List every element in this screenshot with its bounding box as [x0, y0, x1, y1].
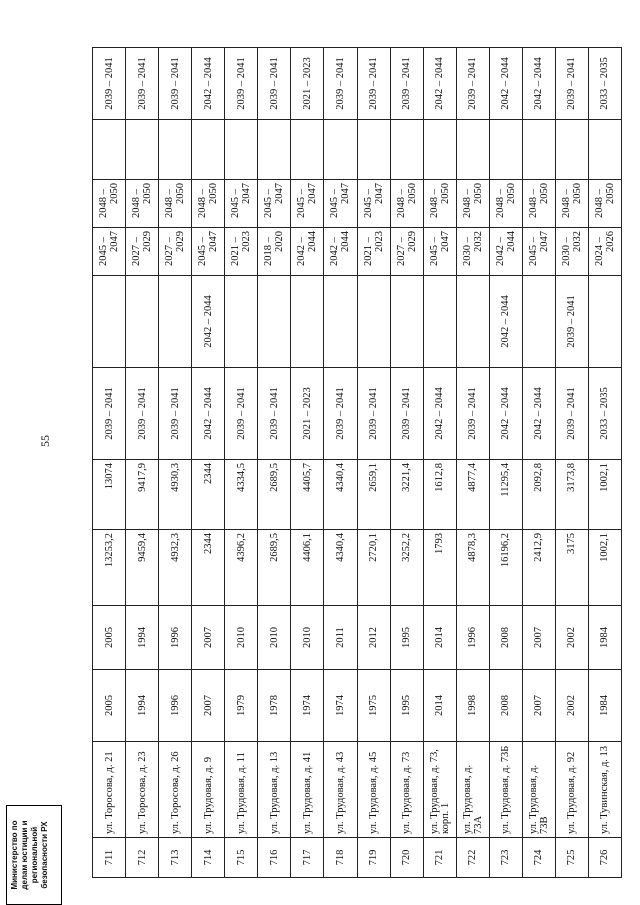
total-area-cell: 2689,5	[258, 530, 291, 606]
row-number-cell: 717	[291, 838, 324, 878]
period-3-cell-start: 2027 –	[395, 237, 407, 266]
period-3-cell	[489, 228, 522, 276]
period-3-cell-end: 2044	[505, 231, 517, 252]
period-3-cell	[126, 228, 159, 276]
period-4-cell-end: 2047	[241, 183, 253, 204]
extra-period-cell	[423, 276, 456, 368]
row-number-cell: 719	[357, 838, 390, 878]
period-3-cell-start: 2042 –	[296, 237, 308, 266]
table-row	[225, 48, 258, 878]
repair-period-cell: 2042 – 2044	[522, 368, 555, 460]
year-commissioned-cell: 2010	[258, 606, 291, 670]
year-built-cell: 1978	[258, 670, 291, 742]
extra-period-cell	[456, 276, 489, 368]
period-4-cell	[357, 180, 390, 228]
period-5-cell: 2033 – 2035	[588, 48, 621, 120]
period-3-cell-end: 2047	[538, 231, 550, 252]
extra-period-cell	[225, 276, 258, 368]
period-3-cell-start: 2042 –	[329, 237, 341, 266]
address-cell: ул. Тувинская, д. 13	[588, 742, 621, 838]
period-4-cell	[555, 180, 588, 228]
table-row	[423, 48, 456, 878]
living-area-cell: 11295,4	[489, 460, 522, 530]
row-number-cell: 718	[324, 838, 357, 878]
row-number-cell: 715	[225, 838, 258, 878]
period-3-cell-start: 2045 –	[428, 237, 440, 266]
period-5-cell: 2039 – 2041	[390, 48, 423, 120]
period-3-cell-start: 2045 –	[527, 237, 539, 266]
rotated-table-wrapper	[92, 48, 622, 878]
total-area-cell: 2344	[192, 530, 225, 606]
address-cell: ул. Трудовая, д. 13	[258, 742, 291, 838]
total-area-cell: 1793	[423, 530, 456, 606]
period-4-cell-end: 2050	[406, 183, 418, 204]
period-4-cell	[291, 180, 324, 228]
period-3-cell	[258, 228, 291, 276]
period-3-cell-end: 2029	[175, 231, 187, 252]
repair-period-cell: 2042 – 2044	[423, 368, 456, 460]
period-3-cell	[390, 228, 423, 276]
period-4-cell-start: 2048 –	[593, 189, 605, 218]
row-number-cell: 712	[126, 838, 159, 878]
extra-period-cell	[93, 276, 126, 368]
repair-period-cell: 2039 – 2041	[357, 368, 390, 460]
year-built-cell: 1995	[390, 670, 423, 742]
period-3-cell	[522, 228, 555, 276]
period-3-cell-start: 2021 –	[362, 237, 374, 266]
period-4-cell-end: 2050	[538, 183, 550, 204]
period-5-cell: 2039 – 2041	[93, 48, 126, 120]
living-area-cell: 2659,1	[357, 460, 390, 530]
period-4-cell-end: 2050	[175, 183, 187, 204]
period-4-cell-end: 2050	[439, 183, 451, 204]
repair-period-cell: 2039 – 2041	[456, 368, 489, 460]
row-number-cell: 725	[555, 838, 588, 878]
empty-cell	[522, 120, 555, 180]
year-commissioned-cell: 1995	[390, 606, 423, 670]
period-4-cell-end: 2050	[142, 183, 154, 204]
period-4-cell-end: 2047	[373, 183, 385, 204]
address-cell: ул. Трудовая, д. 73В	[522, 742, 555, 838]
year-commissioned-cell: 2005	[93, 606, 126, 670]
extra-period-cell: 2042 – 2044	[192, 276, 225, 368]
period-3-cell	[324, 228, 357, 276]
period-4-cell-start: 2048 –	[131, 189, 143, 218]
period-3-cell-end: 2047	[109, 231, 121, 252]
address-cell: ул. Трудовая, д. 73	[390, 742, 423, 838]
address-cell: ул. Трудовая, д. 41	[291, 742, 324, 838]
year-commissioned-cell: 2008	[489, 606, 522, 670]
extra-period-cell	[258, 276, 291, 368]
empty-cell	[126, 120, 159, 180]
period-4-cell	[225, 180, 258, 228]
year-commissioned-cell: 2014	[423, 606, 456, 670]
period-3-cell-end: 2032	[472, 231, 484, 252]
year-built-cell: 2002	[555, 670, 588, 742]
year-built-cell: 2007	[522, 670, 555, 742]
period-5-cell: 2039 – 2041	[258, 48, 291, 120]
extra-period-cell	[588, 276, 621, 368]
address-cell: ул. Трудовая, д. 11	[225, 742, 258, 838]
period-3-cell	[159, 228, 192, 276]
period-4-cell	[489, 180, 522, 228]
period-4-cell-end: 2050	[571, 183, 583, 204]
repair-period-cell: 2039 – 2041	[390, 368, 423, 460]
table-row	[291, 48, 324, 878]
living-area-cell: 4405,7	[291, 460, 324, 530]
period-3-cell-start: 2021 –	[230, 237, 242, 266]
empty-cell	[423, 120, 456, 180]
period-3-cell-end: 2032	[571, 231, 583, 252]
period-4-cell	[126, 180, 159, 228]
address-cell: ул. Трудовая, д. 45	[357, 742, 390, 838]
period-3-cell-start: 2024 –	[593, 237, 605, 266]
extra-period-cell	[522, 276, 555, 368]
period-5-cell: 2039 – 2041	[555, 48, 588, 120]
period-4-cell-start: 2048 –	[461, 189, 473, 218]
table-row	[489, 48, 522, 878]
table-row	[555, 48, 588, 878]
page-number: 55	[38, 435, 52, 447]
year-commissioned-cell: 2010	[225, 606, 258, 670]
address-cell: ул. Трудовая, д. 73, корп. 1	[423, 742, 456, 838]
repair-period-cell: 2033 – 2035	[588, 368, 621, 460]
period-5-cell: 2039 – 2041	[456, 48, 489, 120]
period-4-cell-start: 2048 –	[494, 189, 506, 218]
period-4-cell-start: 2045 –	[296, 189, 308, 218]
period-5-cell: 2042 – 2044	[192, 48, 225, 120]
table-row	[522, 48, 555, 878]
empty-cell	[456, 120, 489, 180]
row-number-cell: 724	[522, 838, 555, 878]
year-commissioned-cell: 2010	[291, 606, 324, 670]
period-3-cell-end: 2023	[241, 231, 253, 252]
repair-period-cell: 2039 – 2041	[555, 368, 588, 460]
year-built-cell: 1975	[357, 670, 390, 742]
row-number-cell: 720	[390, 838, 423, 878]
period-3-cell-start: 2030 –	[461, 237, 473, 266]
year-commissioned-cell: 2011	[324, 606, 357, 670]
period-5-cell: 2039 – 2041	[225, 48, 258, 120]
period-3-cell-end: 2023	[373, 231, 385, 252]
year-built-cell: 2005	[93, 670, 126, 742]
address-cell: ул. Трудовая, д. 73Б	[489, 742, 522, 838]
address-cell: ул. Торосова, д. 21	[93, 742, 126, 838]
empty-cell	[390, 120, 423, 180]
repair-period-cell: 2039 – 2041	[126, 368, 159, 460]
extra-period-cell	[291, 276, 324, 368]
living-area-cell: 4340,4	[324, 460, 357, 530]
empty-cell	[357, 120, 390, 180]
period-3-cell	[555, 228, 588, 276]
address-cell: ул. Трудовая, д. 43	[324, 742, 357, 838]
total-area-cell: 1002,1	[588, 530, 621, 606]
year-commissioned-cell: 1994	[126, 606, 159, 670]
period-4-cell-end: 2050	[109, 183, 121, 204]
living-area-cell: 1002,1	[588, 460, 621, 530]
year-commissioned-cell: 2007	[522, 606, 555, 670]
period-4-cell-end: 2050	[208, 183, 220, 204]
year-built-cell: 1996	[159, 670, 192, 742]
year-commissioned-cell: 2007	[192, 606, 225, 670]
period-3-cell	[291, 228, 324, 276]
period-3-cell-end: 2029	[406, 231, 418, 252]
empty-cell	[324, 120, 357, 180]
repair-period-cell: 2042 – 2044	[192, 368, 225, 460]
empty-cell	[489, 120, 522, 180]
living-area-cell: 4930,3	[159, 460, 192, 530]
period-3-cell	[588, 228, 621, 276]
extra-period-cell: 2039 – 2041	[555, 276, 588, 368]
living-area-cell: 4334,5	[225, 460, 258, 530]
period-4-cell-start: 2048 –	[197, 189, 209, 218]
empty-cell	[225, 120, 258, 180]
period-4-cell-start: 2048 –	[395, 189, 407, 218]
table-row	[324, 48, 357, 878]
empty-cell	[159, 120, 192, 180]
empty-cell	[258, 120, 291, 180]
living-area-cell: 2344	[192, 460, 225, 530]
table-row	[159, 48, 192, 878]
total-area-cell: 4932,3	[159, 530, 192, 606]
empty-cell	[93, 120, 126, 180]
living-area-cell: 9417,9	[126, 460, 159, 530]
period-4-cell-end: 2047	[307, 183, 319, 204]
period-4-cell	[93, 180, 126, 228]
extra-period-cell	[390, 276, 423, 368]
repair-period-cell: 2039 – 2041	[258, 368, 291, 460]
year-built-cell: 2014	[423, 670, 456, 742]
total-area-cell: 9459,4	[126, 530, 159, 606]
total-area-cell: 4340,4	[324, 530, 357, 606]
repair-period-cell: 2021 – 2023	[291, 368, 324, 460]
living-area-cell: 2092,8	[522, 460, 555, 530]
period-3-cell	[357, 228, 390, 276]
year-commissioned-cell: 1996	[456, 606, 489, 670]
total-area-cell: 13253,2	[93, 530, 126, 606]
period-3-cell-end: 2020	[274, 231, 286, 252]
table-row	[357, 48, 390, 878]
period-4-cell	[522, 180, 555, 228]
repair-period-cell: 2042 – 2044	[489, 368, 522, 460]
empty-cell	[555, 120, 588, 180]
period-4-cell-start: 2045 –	[230, 189, 242, 218]
period-4-cell-start: 2048 –	[164, 189, 176, 218]
address-cell: ул. Трудовая, д. 9	[192, 742, 225, 838]
period-4-cell	[588, 180, 621, 228]
extra-period-cell	[159, 276, 192, 368]
period-4-cell	[159, 180, 192, 228]
period-5-cell: 2042 – 2044	[423, 48, 456, 120]
living-area-cell: 13074	[93, 460, 126, 530]
year-commissioned-cell: 2012	[357, 606, 390, 670]
period-4-cell-end: 2050	[505, 183, 517, 204]
period-3-cell	[225, 228, 258, 276]
period-5-cell: 2039 – 2041	[126, 48, 159, 120]
period-4-cell-end: 2050	[472, 183, 484, 204]
year-commissioned-cell: 2002	[555, 606, 588, 670]
row-number-cell: 714	[192, 838, 225, 878]
period-3-cell-start: 2045 –	[197, 237, 209, 266]
period-3-cell	[423, 228, 456, 276]
row-number-cell: 713	[159, 838, 192, 878]
period-3-cell-end: 2029	[142, 231, 154, 252]
period-5-cell: 2042 – 2044	[522, 48, 555, 120]
period-4-cell-start: 2048 –	[560, 189, 572, 218]
period-4-cell-start: 2045 –	[362, 189, 374, 218]
year-built-cell: 2008	[489, 670, 522, 742]
year-built-cell: 1998	[456, 670, 489, 742]
empty-cell	[192, 120, 225, 180]
address-cell: ул. Трудовая, д. 92	[555, 742, 588, 838]
table-row	[192, 48, 225, 878]
period-4-cell-end: 2047	[274, 183, 286, 204]
row-number-cell: 723	[489, 838, 522, 878]
table-row	[126, 48, 159, 878]
address-cell: ул. Торосова, д. 23	[126, 742, 159, 838]
year-built-cell: 1974	[324, 670, 357, 742]
period-4-cell-start: 2045 –	[329, 189, 341, 218]
period-4-cell-start: 2048 –	[527, 189, 539, 218]
repair-period-cell: 2039 – 2041	[225, 368, 258, 460]
total-area-cell: 2720,1	[357, 530, 390, 606]
period-4-cell	[423, 180, 456, 228]
repair-period-cell: 2039 – 2041	[159, 368, 192, 460]
table-row	[588, 48, 621, 878]
period-3-cell-start: 2027 –	[131, 237, 143, 266]
period-3-cell-end: 2047	[439, 231, 451, 252]
period-5-cell: 2042 – 2044	[489, 48, 522, 120]
row-number-cell: 721	[423, 838, 456, 878]
period-3-cell-start: 2027 –	[164, 237, 176, 266]
row-number-cell: 722	[456, 838, 489, 878]
period-3-cell-end: 2044	[340, 231, 352, 252]
total-area-cell: 4396,2	[225, 530, 258, 606]
living-area-cell: 4877,4	[456, 460, 489, 530]
total-area-cell: 3175	[555, 530, 588, 606]
extra-period-cell	[357, 276, 390, 368]
year-commissioned-cell: 1996	[159, 606, 192, 670]
living-area-cell: 2689,5	[258, 460, 291, 530]
period-3-cell-start: 2045 –	[98, 237, 110, 266]
table-row	[258, 48, 291, 878]
table-row	[93, 48, 126, 878]
period-3-cell	[93, 228, 126, 276]
empty-cell	[588, 120, 621, 180]
period-5-cell: 2039 – 2041	[357, 48, 390, 120]
period-5-cell: 2039 – 2041	[324, 48, 357, 120]
living-area-cell: 3173,8	[555, 460, 588, 530]
total-area-cell: 3252,2	[390, 530, 423, 606]
period-4-cell	[324, 180, 357, 228]
period-4-cell	[456, 180, 489, 228]
repair-period-cell: 2039 – 2041	[324, 368, 357, 460]
row-number-cell: 726	[588, 838, 621, 878]
row-number-cell: 716	[258, 838, 291, 878]
year-built-cell: 2007	[192, 670, 225, 742]
period-3-cell-end: 2047	[208, 231, 220, 252]
extra-period-cell: 2042 – 2044	[489, 276, 522, 368]
period-3-cell	[456, 228, 489, 276]
data-table	[92, 47, 622, 878]
repair-period-cell: 2039 – 2041	[93, 368, 126, 460]
table-row	[456, 48, 489, 878]
period-4-cell-end: 2050	[604, 183, 616, 204]
period-5-cell: 2039 – 2041	[159, 48, 192, 120]
address-cell: ул. Торосова, д. 26	[159, 742, 192, 838]
period-3-cell-start: 2030 –	[560, 237, 572, 266]
extra-period-cell	[126, 276, 159, 368]
living-area-cell: 1612,8	[423, 460, 456, 530]
table-body	[93, 48, 622, 878]
period-3-cell	[192, 228, 225, 276]
total-area-cell: 2412,9	[522, 530, 555, 606]
period-4-cell	[192, 180, 225, 228]
year-built-cell: 1984	[588, 670, 621, 742]
table-row	[390, 48, 423, 878]
period-4-cell-start: 2048 –	[428, 189, 440, 218]
period-4-cell-start: 2045 –	[263, 189, 275, 218]
period-4-cell	[390, 180, 423, 228]
period-3-cell-start: 2042 –	[494, 237, 506, 266]
period-3-cell-end: 2044	[307, 231, 319, 252]
period-3-cell-start: 2018 –	[263, 237, 275, 266]
period-4-cell	[258, 180, 291, 228]
period-4-cell-end: 2047	[340, 183, 352, 204]
total-area-cell: 4878,3	[456, 530, 489, 606]
living-area-cell: 3221,4	[390, 460, 423, 530]
year-commissioned-cell: 1984	[588, 606, 621, 670]
year-built-cell: 1979	[225, 670, 258, 742]
empty-cell	[291, 120, 324, 180]
year-built-cell: 1974	[291, 670, 324, 742]
row-number-cell: 711	[93, 838, 126, 878]
total-area-cell: 16196,2	[489, 530, 522, 606]
period-5-cell: 2021 – 2023	[291, 48, 324, 120]
extra-period-cell	[324, 276, 357, 368]
total-area-cell: 4406,1	[291, 530, 324, 606]
period-3-cell-end: 2026	[604, 231, 616, 252]
period-4-cell-start: 2048 –	[98, 189, 110, 218]
ministry-stamp: Министерство по делам юстиции и региональной безопасности РХ	[6, 805, 62, 905]
address-cell: ул. Трудовая, д. 73А	[456, 742, 489, 838]
year-built-cell: 1994	[126, 670, 159, 742]
